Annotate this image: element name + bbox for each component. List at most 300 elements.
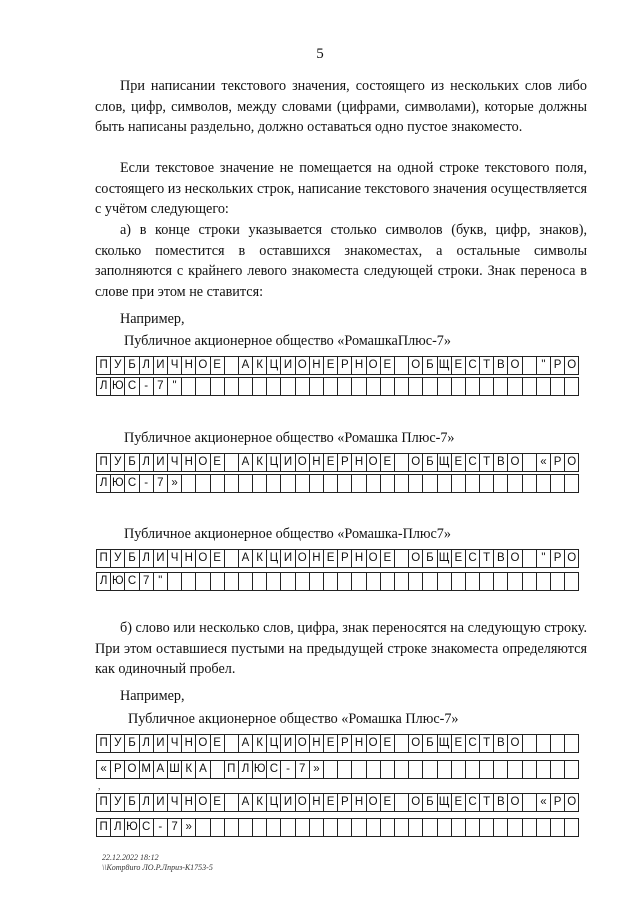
char-cell: Р: [550, 549, 565, 568]
char-cell: Е: [380, 734, 395, 753]
char-cell: Ц: [266, 734, 281, 753]
example-label-1: Публичное акционерное общество «РомашкаПлюс-7»: [124, 333, 451, 349]
char-cell: Н: [181, 453, 196, 472]
char-cell: [522, 572, 537, 591]
char-cell: К: [252, 453, 267, 472]
char-cell: Р: [337, 356, 352, 375]
char-cell: О: [507, 734, 522, 753]
char-cell: [422, 760, 437, 779]
char-cell: [238, 377, 253, 396]
char-cell: С: [124, 474, 139, 493]
char-cell: Л: [96, 377, 111, 396]
char-cell: [195, 474, 210, 493]
char-cell: В: [493, 734, 508, 753]
char-cell: Е: [380, 549, 395, 568]
char-cell: А: [238, 549, 253, 568]
footer-date: 22.12.2022 18:12: [102, 853, 159, 862]
char-cell: [437, 760, 452, 779]
char-cell: [564, 760, 579, 779]
char-cell: Ч: [167, 549, 182, 568]
char-cell: [295, 818, 310, 837]
char-cell: [210, 760, 225, 779]
char-cell: Р: [550, 356, 565, 375]
char-cell: П: [96, 793, 111, 812]
char-cell: [394, 572, 409, 591]
char-cell: [337, 572, 352, 591]
char-cell: «: [96, 760, 111, 779]
char-cell: [536, 377, 551, 396]
char-cell: »: [309, 760, 324, 779]
char-cell: Ю: [110, 377, 125, 396]
char-cell: [380, 818, 395, 837]
char-cell: К: [181, 760, 196, 779]
char-cell: [280, 377, 295, 396]
char-cell: О: [507, 356, 522, 375]
char-cell: О: [366, 549, 381, 568]
char-cell: Е: [210, 356, 225, 375]
char-cell: [564, 474, 579, 493]
char-cell: О: [408, 734, 423, 753]
char-cell: Б: [124, 793, 139, 812]
char-cell: [422, 474, 437, 493]
char-cell: [252, 377, 267, 396]
char-cell: [451, 377, 466, 396]
char-cell: С: [124, 377, 139, 396]
char-cell: Ю: [110, 474, 125, 493]
char-cell: [323, 572, 338, 591]
char-cell: [451, 572, 466, 591]
char-cell: О: [366, 793, 381, 812]
char-cell: С: [124, 572, 139, 591]
text-field-row: [96, 474, 578, 493]
char-cell: Щ: [437, 793, 452, 812]
char-cell: Р: [337, 549, 352, 568]
char-cell: [366, 377, 381, 396]
char-cell: [550, 818, 565, 837]
char-cell: [224, 793, 239, 812]
char-cell: [437, 818, 452, 837]
char-cell: П: [224, 760, 239, 779]
char-cell: [181, 377, 196, 396]
example-label-4: Публичное акционерное общество «Ромашка Плюс-7»: [128, 711, 459, 727]
char-cell: Б: [422, 549, 437, 568]
char-cell: О: [564, 453, 579, 472]
char-cell: О: [408, 453, 423, 472]
char-cell: Н: [181, 734, 196, 753]
char-cell: Е: [210, 453, 225, 472]
char-cell: И: [153, 453, 168, 472]
char-cell: О: [195, 453, 210, 472]
char-cell: Н: [309, 549, 324, 568]
char-cell: 7: [153, 377, 168, 396]
char-cell: Щ: [437, 734, 452, 753]
char-cell: [210, 377, 225, 396]
char-cell: К: [252, 356, 267, 375]
char-cell: Щ: [437, 453, 452, 472]
char-cell: [408, 377, 423, 396]
char-cell: О: [295, 549, 310, 568]
char-cell: А: [238, 356, 253, 375]
char-cell: [522, 453, 537, 472]
char-cell: Н: [351, 453, 366, 472]
example-label-2: Публичное акционерное общество «Ромашка Плюс-7»: [124, 430, 455, 446]
char-cell: [323, 760, 338, 779]
char-cell: Л: [139, 453, 154, 472]
char-cell: «: [536, 453, 551, 472]
char-cell: 7: [167, 818, 182, 837]
char-cell: [522, 818, 537, 837]
char-cell: Н: [309, 793, 324, 812]
char-cell: [451, 818, 466, 837]
char-cell: И: [280, 549, 295, 568]
char-cell: [507, 572, 522, 591]
char-cell: [351, 572, 366, 591]
char-cell: С: [465, 356, 480, 375]
char-cell: 7: [153, 474, 168, 493]
char-cell: В: [493, 356, 508, 375]
char-cell: [550, 734, 565, 753]
char-cell: О: [507, 549, 522, 568]
paragraph-multiline-rule: Если текстовое значение не помещается на одной строке текстового поля, состоящего из нескольких строк, написание текстового значения осуществляется с учётом следующего:: [95, 160, 587, 217]
char-cell: »: [181, 818, 196, 837]
char-cell: У: [110, 549, 125, 568]
char-cell: Т: [479, 453, 494, 472]
paragraph-spacing-rule: При написании текстового значения, состоящего из нескольких слов либо слов, цифр, символов, между словами (цифрами, символами), которые должны быть написаны раздельно, должно оставаться одно пустое знакоместо.: [95, 78, 587, 135]
char-cell: О: [195, 549, 210, 568]
char-cell: Е: [451, 549, 466, 568]
char-cell: [479, 572, 494, 591]
char-cell: Е: [451, 356, 466, 375]
char-cell: Н: [309, 356, 324, 375]
char-cell: Б: [422, 453, 437, 472]
text-field-row: [96, 760, 578, 779]
char-cell: Е: [210, 549, 225, 568]
char-cell: [195, 818, 210, 837]
char-cell: И: [280, 453, 295, 472]
char-cell: [295, 474, 310, 493]
char-cell: П: [96, 818, 111, 837]
char-cell: Б: [124, 734, 139, 753]
char-cell: С: [465, 549, 480, 568]
footer-stamp: [102, 853, 213, 873]
char-cell: -: [139, 474, 154, 493]
char-cell: [550, 760, 565, 779]
char-cell: Б: [124, 549, 139, 568]
char-cell: Б: [124, 453, 139, 472]
char-cell: [465, 377, 480, 396]
char-cell: [437, 377, 452, 396]
char-cell: [266, 474, 281, 493]
char-cell: Е: [323, 793, 338, 812]
char-cell: [252, 474, 267, 493]
char-cell: О: [507, 453, 522, 472]
char-cell: Б: [422, 793, 437, 812]
char-cell: К: [252, 734, 267, 753]
example-label-3: Публичное акционерное общество «Ромашка-Плюс7»: [124, 526, 451, 542]
char-cell: П: [96, 734, 111, 753]
text-field-row: [96, 549, 578, 568]
char-cell: [522, 760, 537, 779]
char-cell: [550, 377, 565, 396]
char-cell: [337, 377, 352, 396]
char-cell: И: [153, 793, 168, 812]
char-cell: [465, 818, 480, 837]
char-cell: [167, 572, 182, 591]
char-cell: У: [110, 356, 125, 375]
char-cell: Е: [323, 453, 338, 472]
char-cell: Е: [323, 356, 338, 375]
char-cell: Р: [550, 793, 565, 812]
char-cell: Н: [351, 793, 366, 812]
char-cell: [210, 572, 225, 591]
char-cell: О: [408, 356, 423, 375]
char-cell: О: [408, 793, 423, 812]
char-cell: С: [465, 793, 480, 812]
char-cell: Н: [309, 453, 324, 472]
char-cell: [507, 377, 522, 396]
char-cell: [323, 474, 338, 493]
char-cell: [266, 572, 281, 591]
char-cell: [266, 818, 281, 837]
char-cell: Ц: [266, 356, 281, 375]
char-cell: [181, 572, 196, 591]
char-cell: Б: [422, 356, 437, 375]
char-cell: Ц: [266, 453, 281, 472]
char-cell: [238, 474, 253, 493]
char-cell: [408, 818, 423, 837]
char-cell: Щ: [437, 549, 452, 568]
char-cell: [337, 818, 352, 837]
char-cell: [238, 818, 253, 837]
char-cell: Е: [323, 734, 338, 753]
char-cell: [309, 474, 324, 493]
char-cell: [394, 549, 409, 568]
char-cell: Н: [351, 356, 366, 375]
char-cell: [394, 453, 409, 472]
text-field-row: [96, 377, 578, 396]
char-cell: -: [139, 377, 154, 396]
char-cell: [224, 453, 239, 472]
char-cell: ": [153, 572, 168, 591]
char-cell: И: [280, 356, 295, 375]
char-cell: [564, 734, 579, 753]
char-cell: Е: [380, 793, 395, 812]
char-cell: [351, 818, 366, 837]
char-cell: [351, 377, 366, 396]
char-cell: [266, 377, 281, 396]
char-cell: Л: [139, 793, 154, 812]
char-cell: [380, 572, 395, 591]
char-cell: [507, 474, 522, 493]
char-cell: -: [280, 760, 295, 779]
char-cell: Н: [181, 549, 196, 568]
char-cell: [394, 793, 409, 812]
char-cell: [366, 818, 381, 837]
char-cell: И: [153, 734, 168, 753]
char-cell: Ш: [167, 760, 182, 779]
char-cell: [522, 356, 537, 375]
char-cell: [309, 377, 324, 396]
char-cell: В: [493, 549, 508, 568]
char-cell: С: [465, 734, 480, 753]
char-cell: [465, 474, 480, 493]
char-cell: [408, 572, 423, 591]
char-cell: [536, 734, 551, 753]
char-cell: Л: [139, 549, 154, 568]
char-cell: Н: [351, 734, 366, 753]
char-cell: О: [295, 734, 310, 753]
char-cell: [522, 549, 537, 568]
char-cell: [465, 760, 480, 779]
char-cell: Р: [337, 453, 352, 472]
char-cell: И: [280, 734, 295, 753]
char-cell: Р: [337, 734, 352, 753]
char-cell: М: [139, 760, 154, 779]
char-cell: Т: [479, 549, 494, 568]
char-cell: О: [564, 549, 579, 568]
example-intro-1: Например,: [120, 311, 185, 327]
char-cell: [507, 818, 522, 837]
char-cell: [564, 377, 579, 396]
char-cell: О: [195, 793, 210, 812]
char-cell: Т: [479, 734, 494, 753]
char-cell: [479, 760, 494, 779]
char-cell: О: [366, 453, 381, 472]
char-cell: [394, 760, 409, 779]
text-field-row: [96, 818, 578, 837]
char-cell: О: [408, 549, 423, 568]
char-cell: О: [507, 793, 522, 812]
char-cell: Л: [139, 734, 154, 753]
char-cell: [210, 474, 225, 493]
char-cell: Ч: [167, 356, 182, 375]
char-cell: П: [96, 453, 111, 472]
char-cell: [351, 474, 366, 493]
char-cell: У: [110, 453, 125, 472]
char-cell: О: [564, 793, 579, 812]
char-cell: [224, 572, 239, 591]
text-field-row: [96, 572, 578, 591]
char-cell: ": [536, 549, 551, 568]
char-cell: П: [96, 356, 111, 375]
char-cell: И: [153, 549, 168, 568]
char-cell: [252, 572, 267, 591]
char-cell: Ю: [124, 818, 139, 837]
char-cell: [550, 474, 565, 493]
char-cell: [437, 474, 452, 493]
char-cell: [394, 818, 409, 837]
char-cell: [224, 377, 239, 396]
char-cell: А: [153, 760, 168, 779]
char-cell: А: [195, 760, 210, 779]
char-cell: [493, 474, 508, 493]
char-cell: [394, 377, 409, 396]
char-cell: [493, 572, 508, 591]
char-cell: »: [167, 474, 182, 493]
char-cell: [366, 474, 381, 493]
char-cell: О: [295, 793, 310, 812]
char-cell: Л: [96, 474, 111, 493]
char-cell: [522, 734, 537, 753]
char-cell: [522, 474, 537, 493]
char-cell: [437, 572, 452, 591]
char-cell: [380, 760, 395, 779]
char-cell: Ц: [266, 549, 281, 568]
footer-path: \\Komp8uro ЛО.Р.Лприз-К1753-5: [102, 863, 213, 872]
char-cell: Л: [110, 818, 125, 837]
char-cell: [564, 572, 579, 591]
char-cell: [380, 377, 395, 396]
char-cell: [408, 474, 423, 493]
char-cell: [493, 760, 508, 779]
char-cell: [238, 572, 253, 591]
char-cell: О: [195, 734, 210, 753]
char-cell: [181, 474, 196, 493]
char-cell: [195, 377, 210, 396]
char-cell: В: [493, 453, 508, 472]
char-cell: [564, 818, 579, 837]
char-cell: Р: [550, 453, 565, 472]
char-cell: [507, 760, 522, 779]
text-field-row: [96, 734, 578, 753]
char-cell: К: [252, 549, 267, 568]
char-cell: Л: [96, 572, 111, 591]
char-cell: [536, 760, 551, 779]
char-cell: -: [153, 818, 168, 837]
char-cell: Л: [139, 356, 154, 375]
char-cell: Т: [479, 793, 494, 812]
char-cell: Н: [309, 734, 324, 753]
char-cell: Н: [181, 356, 196, 375]
char-cell: [451, 760, 466, 779]
char-cell: Т: [479, 356, 494, 375]
char-cell: [451, 474, 466, 493]
char-cell: Б: [422, 734, 437, 753]
char-cell: С: [266, 760, 281, 779]
char-cell: [323, 377, 338, 396]
text-field-row: [96, 793, 578, 812]
char-cell: [252, 818, 267, 837]
char-cell: Е: [451, 453, 466, 472]
char-cell: Е: [451, 793, 466, 812]
char-cell: [309, 572, 324, 591]
char-cell: П: [96, 549, 111, 568]
char-cell: С: [465, 453, 480, 472]
char-cell: А: [238, 734, 253, 753]
char-cell: И: [280, 793, 295, 812]
char-cell: О: [295, 356, 310, 375]
char-cell: [224, 474, 239, 493]
char-cell: Р: [110, 760, 125, 779]
char-cell: [479, 377, 494, 396]
char-cell: [522, 793, 537, 812]
char-cell: ": [536, 356, 551, 375]
char-cell: [493, 818, 508, 837]
char-cell: [366, 760, 381, 779]
char-cell: [323, 818, 338, 837]
char-cell: [408, 760, 423, 779]
char-cell: О: [295, 453, 310, 472]
char-cell: Е: [451, 734, 466, 753]
char-cell: К: [252, 793, 267, 812]
char-cell: Е: [210, 734, 225, 753]
char-cell: [493, 377, 508, 396]
char-cell: Е: [380, 453, 395, 472]
char-cell: [422, 377, 437, 396]
char-cell: В: [493, 793, 508, 812]
paragraph-rule-a: а) в конце строки указывается столько символов (букв, цифр, знаков), сколько поместится в оставшихся знакоместах, а остальные символы заполняются с крайнего левого знакоместа следующей строки. Знак переноса в слове при этом не ставится:: [95, 222, 587, 300]
char-cell: С: [139, 818, 154, 837]
